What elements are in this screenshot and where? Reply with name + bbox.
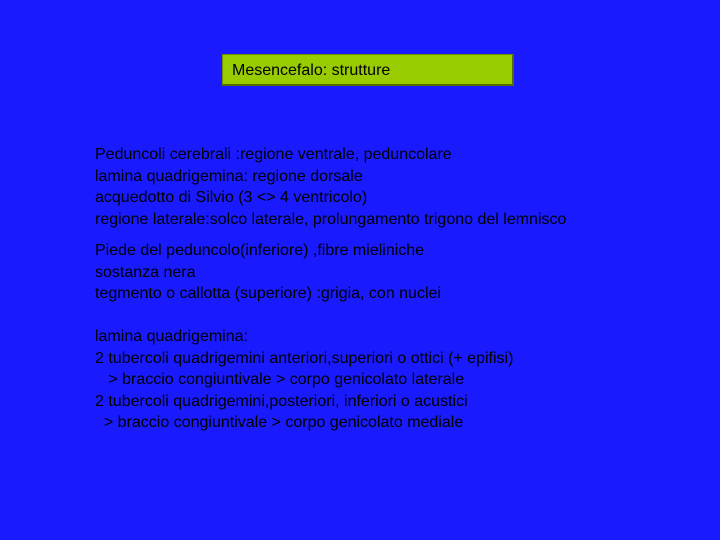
text-line: lamina quadrigemina: regione dorsale: [95, 167, 363, 185]
title-box: [222, 54, 514, 86]
text-line: regione laterale:solco laterale, prolungamento trigono del lemnisco: [95, 210, 567, 228]
text-block-peduncoli: [95, 144, 705, 230]
text-line: sostanza nera: [95, 263, 196, 281]
text-line: lamina quadrigemina:: [95, 328, 248, 345]
text-line: > braccio congiuntivale > corpo genicolato laterale: [95, 371, 465, 388]
slide-title: Mesencefalo: strutture: [232, 62, 391, 79]
text-line: acquedotto di Silvio (3 <> 4 ventricolo): [95, 189, 368, 206]
text-block-lamina: [95, 326, 705, 434]
text-line: Peduncoli cerebrali :regione ventrale, peduncolare: [95, 146, 452, 163]
text-block-piede: [95, 240, 705, 305]
text-line: Piede del peduncolo(inferiore) ,fibre mieliniche: [95, 242, 425, 259]
text-line: > braccio congiuntivale > corpo genicolato mediale: [95, 414, 464, 431]
text-line: 2 tubercoli quadrigemini,posteriori, inferiori o acustici: [95, 392, 468, 410]
text-line: tegmento o callotta (superiore) :grigia, con nuclei: [95, 285, 441, 302]
text-line: 2 tubercoli quadrigemini anteriori,superiori o ottici (+ epifisi): [95, 349, 514, 367]
